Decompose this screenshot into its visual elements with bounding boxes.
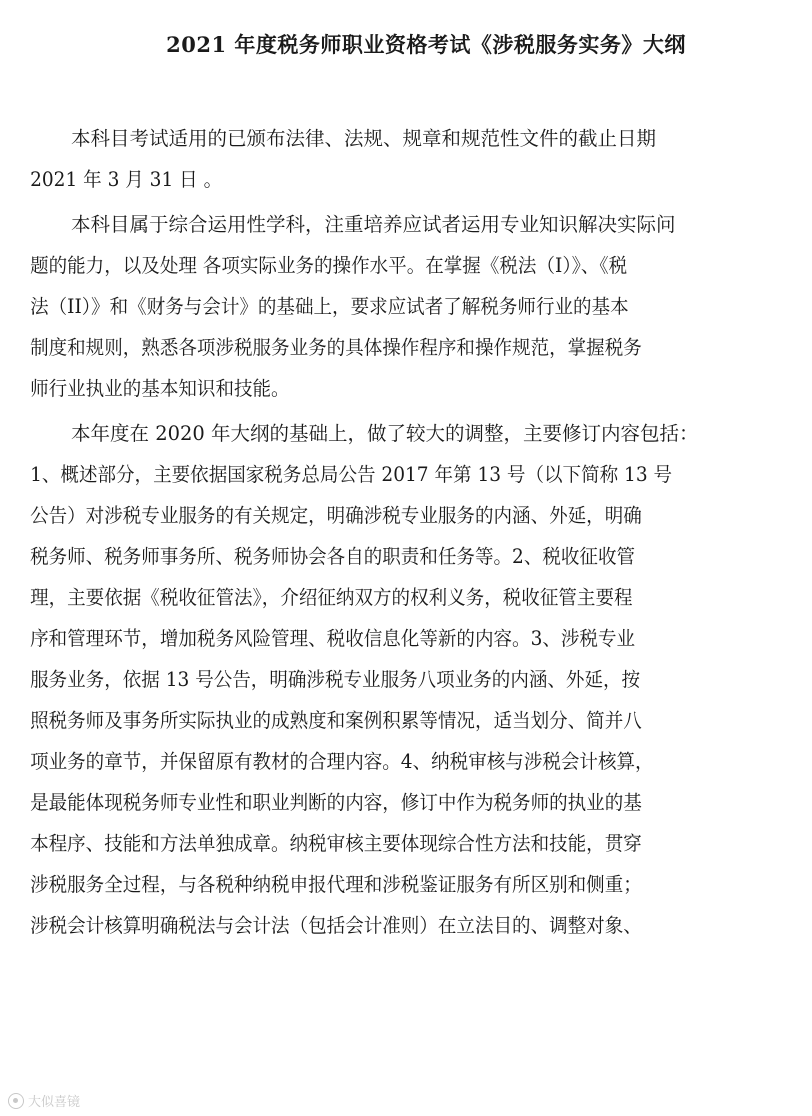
text-line: 法（II）》和《财务与会计》的基础上，要求应试者了解税务师行业的基本	[30, 295, 629, 318]
text-line: 1、概述部分，主要依据国家税务总局公告 2017 年第 13 号（以下简称 13 号	[30, 463, 673, 486]
watermark	[8, 1091, 80, 1110]
text-line: 制度和规则，熟悉各项涉税服务业务的具体操作程序和操作规范，掌握税务	[30, 336, 642, 359]
watermark-text: 大似喜镜	[28, 1095, 81, 1110]
paragraph-revisions	[32, 413, 782, 946]
text-line: 理，主要依据《税收征管法》，介绍征纳双方的权利义务，税收征管主要程	[30, 586, 633, 609]
text-line: 序和管理环节，增加税务风险管理、税收信息化等新的内容。3、涉税专业	[30, 627, 636, 650]
text-line: 涉税服务全过程，与各税种纳税申报代理和涉税鉴证服务有所区别和侧重；	[30, 873, 642, 896]
document-title: 2021 年度税务师职业资格考试《涉税服务实务》大纲	[166, 32, 686, 57]
paragraph-subject-nature	[32, 204, 782, 409]
text-line: 涉税会计核算明确税法与会计法（包括会计准则）在立法目的、调整对象、	[30, 914, 642, 937]
text-line: 服务业务，依据 13 号公告，明确涉税专业服务八项业务的内涵、外延，按	[30, 668, 641, 691]
text-line: 照税务师及事务所实际执业的成熟度和案例积累等情况，适当划分、简并八	[30, 709, 642, 732]
text-line: 是最能体现税务师专业性和职业判断的内容，修订中作为税务师的执业的基	[30, 791, 642, 814]
paragraph-cutoff-date	[32, 118, 782, 200]
text-line: 师行业执业的基本知识和技能。	[30, 377, 290, 400]
text-line: 项业务的章节，并保留原有教材的合理内容。4、纳税审核与涉税会计核算，	[30, 750, 654, 773]
text-line: 本年度在 2020 年大纲的基础上，做了较大的调整，主要修订内容包括：	[71, 422, 699, 445]
text-line: 题的能力，以及处理 各项实际业务的操作水平。在掌握《税法（I）》、《税	[30, 254, 628, 277]
text-line: 2021 年 3 月 31 日 。	[30, 168, 223, 191]
text-line: 税务师、税务师事务所、税务师协会各自的职责和任务等。2、税收征收管	[30, 545, 636, 568]
text-line: 本科目属于综合运用性学科，注重培养应试者运用专业知识解决实际问	[71, 213, 676, 236]
document-body	[32, 118, 782, 950]
text-line: 本科目考试适用的已颁布法律、法规、规章和规范性文件的截止日期	[71, 127, 657, 150]
text-line: 本程序、技能和方法单独成章。纳税审核主要体现综合性方法和技能，贯穿	[30, 832, 642, 855]
text-line: 公告）对涉税专业服务的有关规定，明确涉税专业服务的内涵、外延，明确	[30, 504, 642, 527]
camera-logo-icon	[8, 1093, 24, 1109]
